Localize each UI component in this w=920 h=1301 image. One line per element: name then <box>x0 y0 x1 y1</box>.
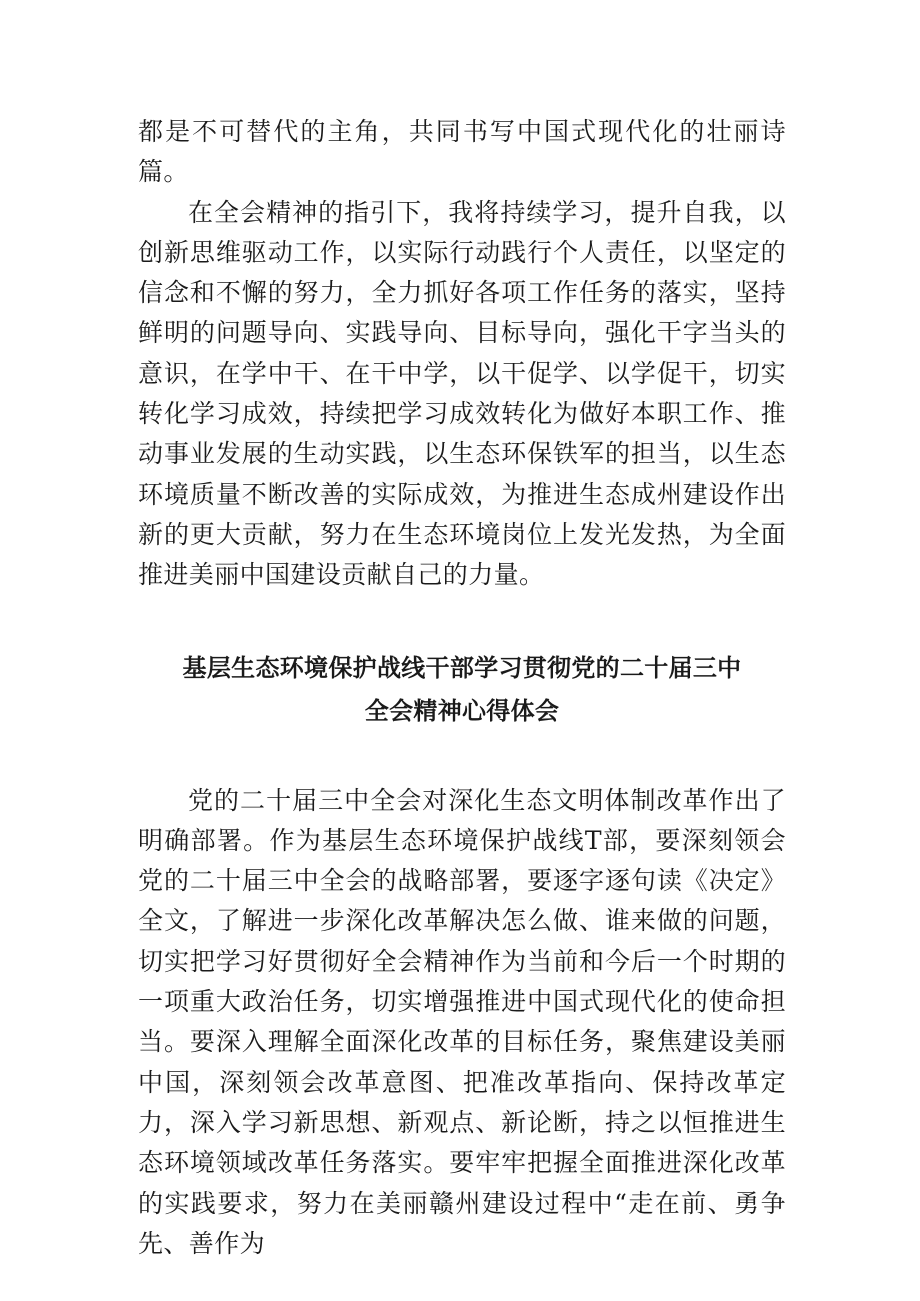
document-page <box>138 112 786 1264</box>
section-title-line-2: 全会精神心得体会 <box>364 696 560 725</box>
section-title <box>138 647 786 733</box>
section-title-line-1: 基层生态环境保护战线干部学习贯彻党的二十届三中 <box>182 653 742 682</box>
paragraph-continuation: 都是不可替代的主角，共同书写中国式现代化的壮丽诗篇。 <box>138 117 786 187</box>
paragraph-resolve: 在全会精神的指引下，我将持续学习，提升自我，以创新思维驱动工作，以实际行动践行个人责任，以坚定的信念和不懈的努力，全力抓好各项工作任务的落实，坚持鲜明的问题导向、实践导向、目标导向，强化干字当头的意识，在学中干、在干中学，以干促学、以学促干，切实转化学习成效，持续把学习成效转化为做好本职工作、推动事业发展的生动实践，以生态环保铁军的担当，以生态环境质量不断改善的实际成效，为推进生态成州建设作出新的更大贡献，努力在生态环境岗位上发光发热，为全面推进美丽中国建设贡献自己的力量。 <box>138 197 786 590</box>
paragraph-section-body: 党的二十届三中全会对深化生态文明体制改革作出了明确部署。作为基层生态环境保护战线T部，要深刻领会党的二十届三中全会的战略部署，要逐字逐句读《决定》全文，了解进一步深化改革解决怎么做、谁来做的问题，切实把学习好贯彻好全会精神作为当前和今后一个时期的一项重大政治任务，切实增强推进中国式现代化的使命担当。要深入理解全面深化改革的目标任务，聚焦建设美丽中国，深刻领会改革意图、把准改革指向、保持改革定力，深入学习新思想、新观点、新论断，持之以恒推进生态环境领域改革任务落实。要牢牢把握全面推进深化改革的实践要求，努力在美丽赣州建设过程中“走在前、勇争先、善作为 <box>138 785 786 1258</box>
section-spacer <box>138 733 786 781</box>
